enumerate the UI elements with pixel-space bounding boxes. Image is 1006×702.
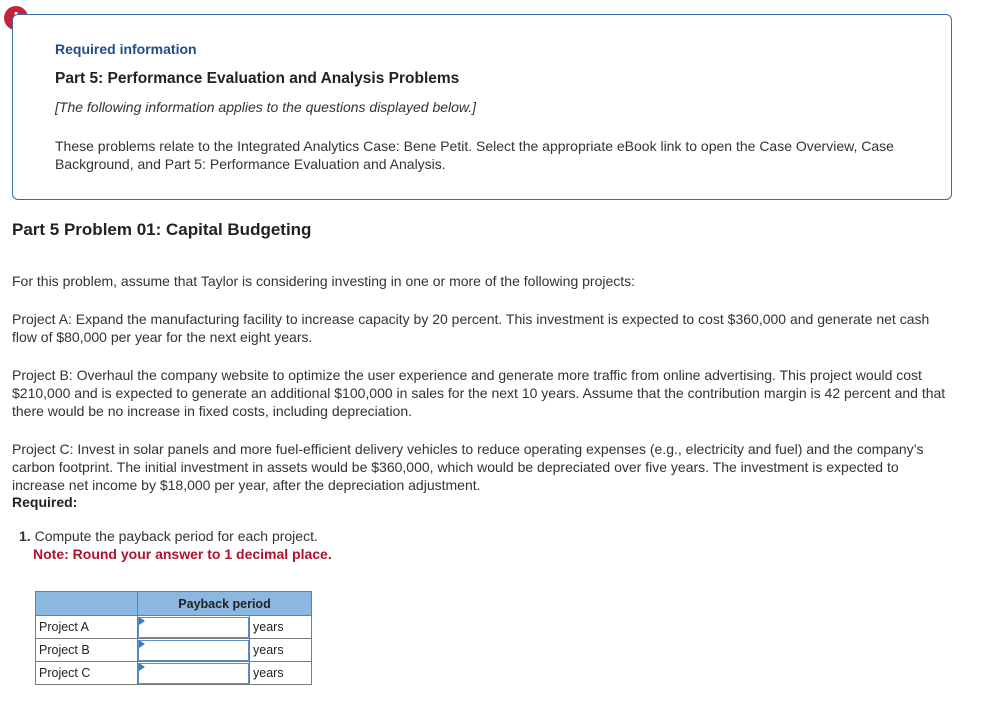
rounding-note: Note: Round your answer to 1 decimal place. [33, 546, 332, 562]
required-information-box [12, 14, 952, 200]
input-marker-icon [139, 663, 145, 671]
payback-input-project-c[interactable] [138, 663, 249, 684]
payback-input-project-b[interactable] [138, 640, 249, 661]
unit-label: years [250, 639, 312, 662]
input-marker-icon [139, 640, 145, 648]
input-cell-project-b[interactable] [138, 639, 250, 662]
required-label: Required: [12, 494, 78, 510]
problem-title: Part 5 Problem 01: Capital Budgeting [12, 220, 312, 239]
table-header-row [36, 592, 312, 616]
unit-label: years [250, 616, 312, 639]
question-text: Compute the payback period for each project. [34, 528, 318, 544]
project-c-description: Project C: Invest in solar panels and more fuel-efficient delivery vehicles to reduce operating expenses (e.g., electricity and fuel) and the company’s carbon footprint. The initial investment in assets would be $360,000, which would be depreciated over five years. The investment is expected to increase net income by $18,000 per year, after the depreciation adjustment. [12, 441, 924, 493]
input-cell-project-a[interactable] [138, 616, 250, 639]
part-description: These problems relate to the Integrated Analytics Case: Bene Petit. Select the appropriate eBook link to open the Case Overview, Case Background, and Part 5: Performance Evaluation and Analysis. [55, 138, 894, 172]
problem-intro: For this problem, assume that Taylor is considering investing in one or more of the following projects: [12, 273, 636, 289]
table-row [36, 616, 312, 639]
project-b-description: Project B: Overhaul the company website to optimize the user experience and generate more traffic from online advertising. This project would cost $210,000 and is expected to generate an additional $100,000 in sales for the next 10 years. Assume that the contribution margin is 42 percent and that there would be no increase in fixed costs, including depreciation. [12, 367, 946, 419]
part-subtitle: [The following information applies to the questions displayed below.] [55, 99, 477, 115]
project-a-description: Project A: Expand the manufacturing facility to increase capacity by 20 percent. This investment is expected to cost $360,000 and generate net cash flow of $80,000 per year for the next eight years. [12, 311, 930, 345]
header-blank-cell [36, 592, 138, 616]
payback-table [35, 591, 312, 685]
row-label-project-a: Project A [36, 616, 138, 639]
unit-label: years [250, 662, 312, 685]
part-title: Part 5: Performance Evaluation and Analysis Problems [55, 70, 460, 87]
payback-input-project-a[interactable] [138, 617, 249, 638]
table-row [36, 639, 312, 662]
row-label-project-c: Project C [36, 662, 138, 685]
payback-period-header: Payback period [138, 592, 312, 616]
table-row [36, 662, 312, 685]
row-label-project-b: Project B [36, 639, 138, 662]
input-cell-project-c[interactable] [138, 662, 250, 685]
question-1 [19, 528, 318, 544]
input-marker-icon [139, 617, 145, 625]
required-information-heading: Required information [55, 41, 197, 57]
question-number: 1. [19, 528, 31, 544]
